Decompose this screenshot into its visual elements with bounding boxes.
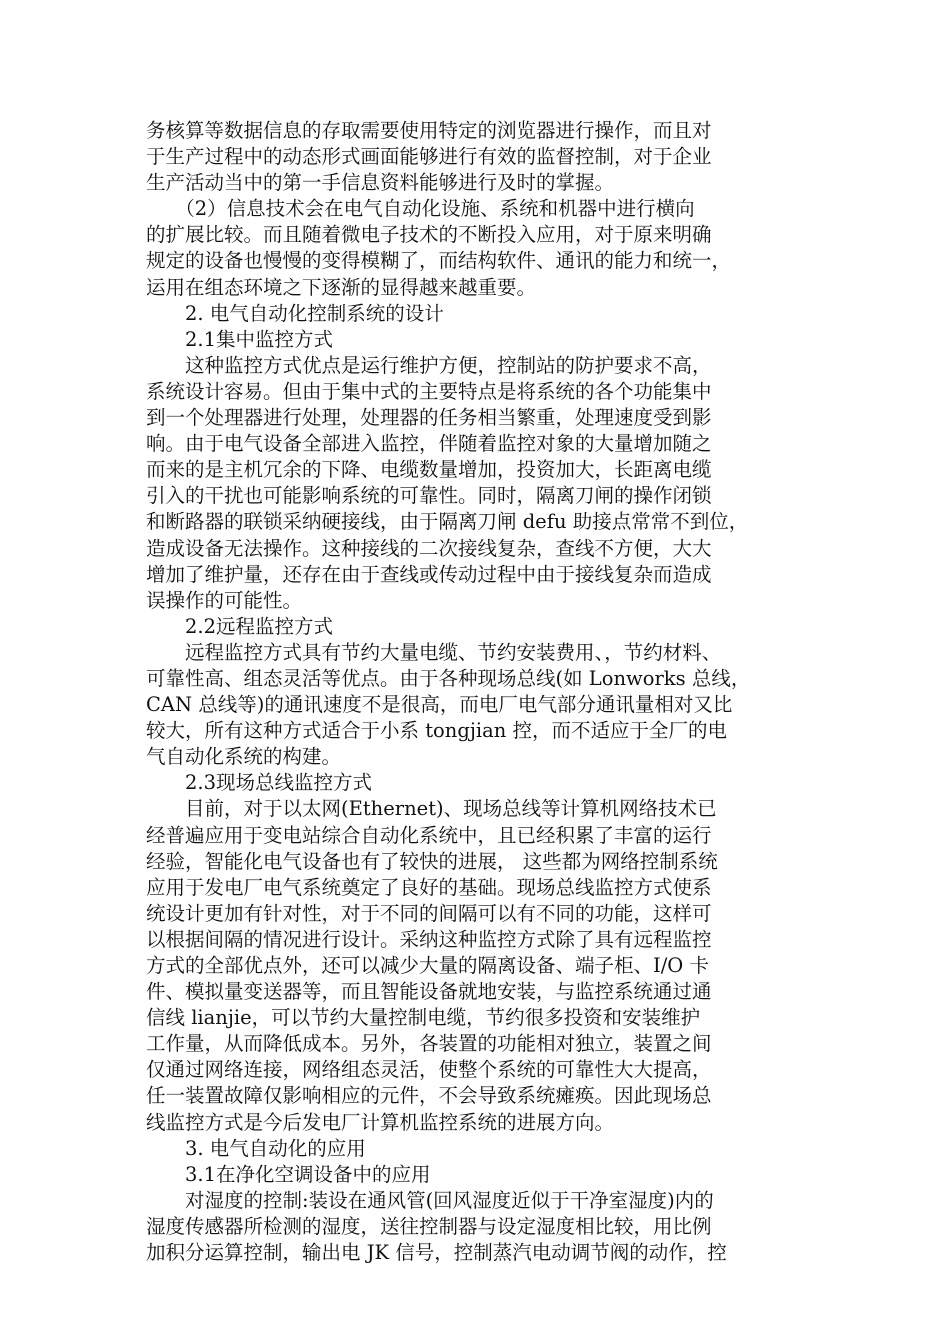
text-line: 目前，对于以太网(Ethernet)、现场总线等计算机网络技术已 xyxy=(146,797,717,821)
text-line: 远程监控方式具有节约大量电缆、节约安装费用、，节约材料、 xyxy=(146,640,722,664)
text-line: 的扩展比较。而且随着微电子技术的不断投入应用，对于原来明确 xyxy=(146,223,712,247)
text-line: 线监控方式是今后发电厂计算机监控系统的进展方向。 xyxy=(146,1110,615,1134)
text-line: 引入的干扰也可能影响系统的可靠性。同时，隔离刀闸的操作闭锁 xyxy=(146,484,712,508)
text-line: 造成设备无法操作。这种接线的二次接线复杂，查线不方便，大大 xyxy=(146,536,712,560)
text-line: 件、模拟量变送器等，而且智能设备就地安装，与监控系统通过通 xyxy=(146,980,712,1004)
text-line: （2）信息技术会在电气自动化设施、系统和机器中进行横向 xyxy=(146,197,695,221)
text-line: 增加了维护量，还存在由于查线或传动过程中由于接线复杂而造成 xyxy=(146,562,712,586)
text-line: 这种监控方式优点是运行维护方便，控制站的防护要求不高， xyxy=(146,353,712,377)
text-line: 湿度传感器所检测的湿度，送往控制器与设定湿度相比较，用比例 xyxy=(146,1214,712,1238)
text-line: 统设计更加有针对性，对于不同的间隔可以有不同的功能，这样可 xyxy=(146,901,712,925)
text-line: 于生产过程中的动态形式画面能够进行有效的监督控制，对于企业 xyxy=(146,145,712,169)
text-line: 经普遍应用于变电站综合自动化系统中，且已经积累了丰富的运行 xyxy=(146,823,712,847)
document-page xyxy=(146,118,816,1266)
text-line: 生产活动当中的第一手信息资料能够进行及时的掌握。 xyxy=(146,171,615,195)
text-line: 响。由于电气设备全部进入监控，伴随着监控对象的大量增加随之 xyxy=(146,432,712,456)
text-line: 经验，智能化电气设备也有了较快的进展， 这些都为网络控制系统 xyxy=(146,849,718,873)
text-line: 任一装置故障仅影响相应的元件，不会导致系统瘫痪。因此现场总 xyxy=(146,1084,712,1108)
text-line: 和断路器的联锁采纳硬接线，由于隔离刀闸 defu 助接点常常不到位， xyxy=(146,510,749,534)
text-line: 应用于发电厂电气系统奠定了良好的基础。现场总线监控方式使系 xyxy=(146,875,712,899)
subsection-heading: 3.1在净化空调设备中的应用 xyxy=(146,1162,431,1186)
text-line: 误操作的可能性。 xyxy=(146,588,303,612)
text-line: 务核算等数据信息的存取需要使用特定的浏览器进行操作，而且对 xyxy=(146,119,712,142)
text-line: 到一个处理器进行处理，处理器的任务相当繁重，处理速度受到影 xyxy=(146,406,712,430)
text-line: 以根据间隔的情况进行设计。采纳这种监控方式除了具有远程监控 xyxy=(146,927,712,951)
subsection-heading: 2.1集中监控方式 xyxy=(146,327,334,351)
text-line: 运用在组态环境之下逐渐的显得越来越重要。 xyxy=(146,275,537,299)
subsection-heading: 2.3现场总线监控方式 xyxy=(146,771,373,795)
text-line: 仅通过网络连接，网络组态灵活，使整个系统的可靠性大大提高， xyxy=(146,1058,712,1082)
text-line: 系统设计容易。但由于集中式的主要特点是将系统的各个功能集中 xyxy=(146,379,712,403)
text-line: 气自动化系统的构建。 xyxy=(146,745,342,769)
section-heading: 2. 电气自动化控制系统的设计 xyxy=(146,301,444,325)
subsection-heading: 2.2远程监控方式 xyxy=(146,614,334,638)
text-line: 加积分运算控制，输出电 JK 信号，控制蒸汽电动调节阀的动作，控 xyxy=(146,1241,727,1265)
text-line: 工作量，从而降低成本。另外，各装置的功能相对独立，装置之间 xyxy=(146,1032,712,1056)
text-line: 方式的全部优点外，还可以减少大量的隔离设备、端子柜、I/O 卡 xyxy=(146,954,709,977)
section-heading: 3. 电气自动化的应用 xyxy=(146,1136,366,1160)
text-line: 对湿度的控制:装设在通风管(回风湿度近似于干净室湿度)内的 xyxy=(146,1188,714,1212)
text-line: 而来的是主机冗余的下降、电缆数量增加，投资加大，长距离电缆 xyxy=(146,458,712,482)
text-line: CAN 总线等)的通讯速度不是很高，而电厂电气部分通讯量相对又比 xyxy=(146,693,733,717)
text-line: 规定的设备也慢慢的变得模糊了，而结构软件、通讯的能力和统一， xyxy=(146,249,732,273)
text-line: 较大，所有这种方式适合于小系 tongjian 控，而不适应于全厂的电 xyxy=(146,719,727,743)
text-line: 可靠性高、组态灵活等优点。由于各种现场总线(如 Lonworks 总线， xyxy=(146,666,751,690)
text-line: 信线 lianjie，可以节约大量控制电缆，节约很多投资和安装维护 xyxy=(146,1006,701,1030)
